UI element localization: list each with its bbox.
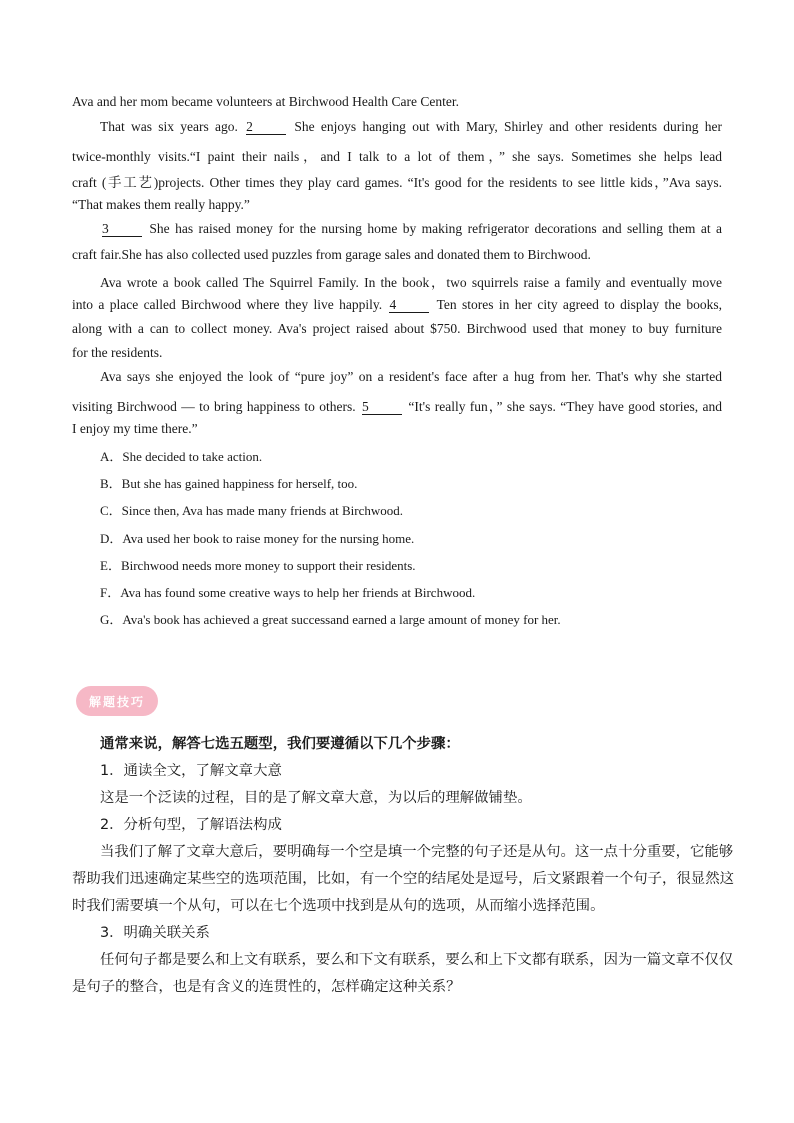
blank-2[interactable]: 2 (246, 120, 286, 135)
passage-line: craft (手工艺)projects. Other times they play card games. “It's good for the residents to see little kids，”Ava says. (72, 175, 722, 190)
option-f[interactable]: F．Ava has found some creative ways to help her friends at Birchwood. (100, 585, 476, 600)
text: Ten stores in her city agreed to display the books, (436, 297, 722, 312)
step-2-body: 帮助我们迅速确定某些空的选项范围，比如，有一个空的结尾处是逗号，后文紧跟着一个句子，很显然这 (72, 871, 734, 887)
step-2-body: 时我们需要填一个从句，可以在七个选项中找到是从句的选项，从而缩小选择范围。 (72, 898, 605, 914)
passage-line: I enjoy my time there.” (72, 421, 198, 436)
passage-line (100, 119, 722, 135)
option-c[interactable]: C．Since then, Ava has made many friends at Birchwood. (100, 503, 404, 518)
passage-line: Ava and her mom became volunteers at Birchwood Health Care Center. (72, 94, 459, 109)
blank-5[interactable]: 5 (362, 400, 402, 415)
step-1-body: 这是一个泛读的过程，目的是了解文章大意，为以后的理解做铺垫。 (100, 790, 532, 806)
step-2-title: 2．分析句型，了解语法构成 (100, 817, 282, 833)
passage-line (72, 395, 722, 415)
passage-line (100, 221, 722, 237)
step-1-title: 1．通读全文，了解文章大意 (100, 763, 282, 779)
passage-line: along with a can to collect money. Ava's project raised about $750. Birchwood used that money to buy furniture (72, 321, 722, 336)
option-a[interactable]: A．She decided to take action. (100, 449, 263, 464)
text: She has raised money for the nursing home by making refrigerator decorations and selling them at a (149, 221, 722, 236)
blank-4[interactable]: 4 (389, 298, 429, 313)
passage-line: Ava wrote a book called The Squirrel Family. In the book，two squirrels raise a family and eventually move (100, 275, 722, 290)
text: That was six years ago. (100, 119, 238, 134)
step-3-title: 3．明确关联关系 (100, 925, 210, 941)
text: “It's really fun，” she says. “They have good stories, and (408, 399, 723, 414)
option-b[interactable]: B．But she has gained happiness for herself, too. (100, 476, 358, 491)
text: into a place called Birchwood where they live happily. (72, 297, 383, 312)
tips-intro: 通常来说，解答七选五题型，我们要遵循以下几个步骤： (100, 736, 460, 752)
text: She enjoys hanging out with Mary, Shirley and other residents during her (294, 119, 722, 134)
option-d[interactable]: D．Ava used her book to raise money for the nursing home. (100, 531, 415, 546)
passage-line: for the residents. (72, 345, 163, 360)
tips-badge: 解题技巧 (76, 686, 158, 716)
blank-3[interactable]: 3 (102, 222, 142, 237)
passage-line (72, 297, 722, 313)
text: visiting Birchwood — to bring happiness to others. (72, 399, 356, 414)
step-3-body: 是句子的整合，也是有含义的连贯性的，怎样确定这种关系？ (72, 979, 461, 995)
passage-line: “That makes them really happy.” (72, 197, 250, 212)
step-2-body: 当我们了解了文章大意后，要明确每一个空是填一个完整的句子还是从句。这一点十分重要，它能够 (100, 844, 734, 860)
option-g[interactable]: G．Ava's book has achieved a great successand earned a large amount of money for her. (100, 612, 561, 627)
passage-line: twice-monthly visits.“I paint their nails，and I talk to a lot of them，” she says. Sometimes she helps lead (72, 149, 722, 164)
option-e[interactable]: E．Birchwood needs more money to support their residents. (100, 558, 416, 573)
passage-line: craft fair.She has also collected used puzzles from garage sales and donated them to Birchwood. (72, 247, 591, 262)
step-3-body: 任何句子都是要么和上文有联系，要么和下文有联系，要么和上下文都有联系，因为一篇文章不仅仅 (100, 952, 734, 968)
passage-line: Ava says she enjoyed the look of “pure joy” on a resident's face after a hug from her. That's why she started (100, 369, 722, 384)
